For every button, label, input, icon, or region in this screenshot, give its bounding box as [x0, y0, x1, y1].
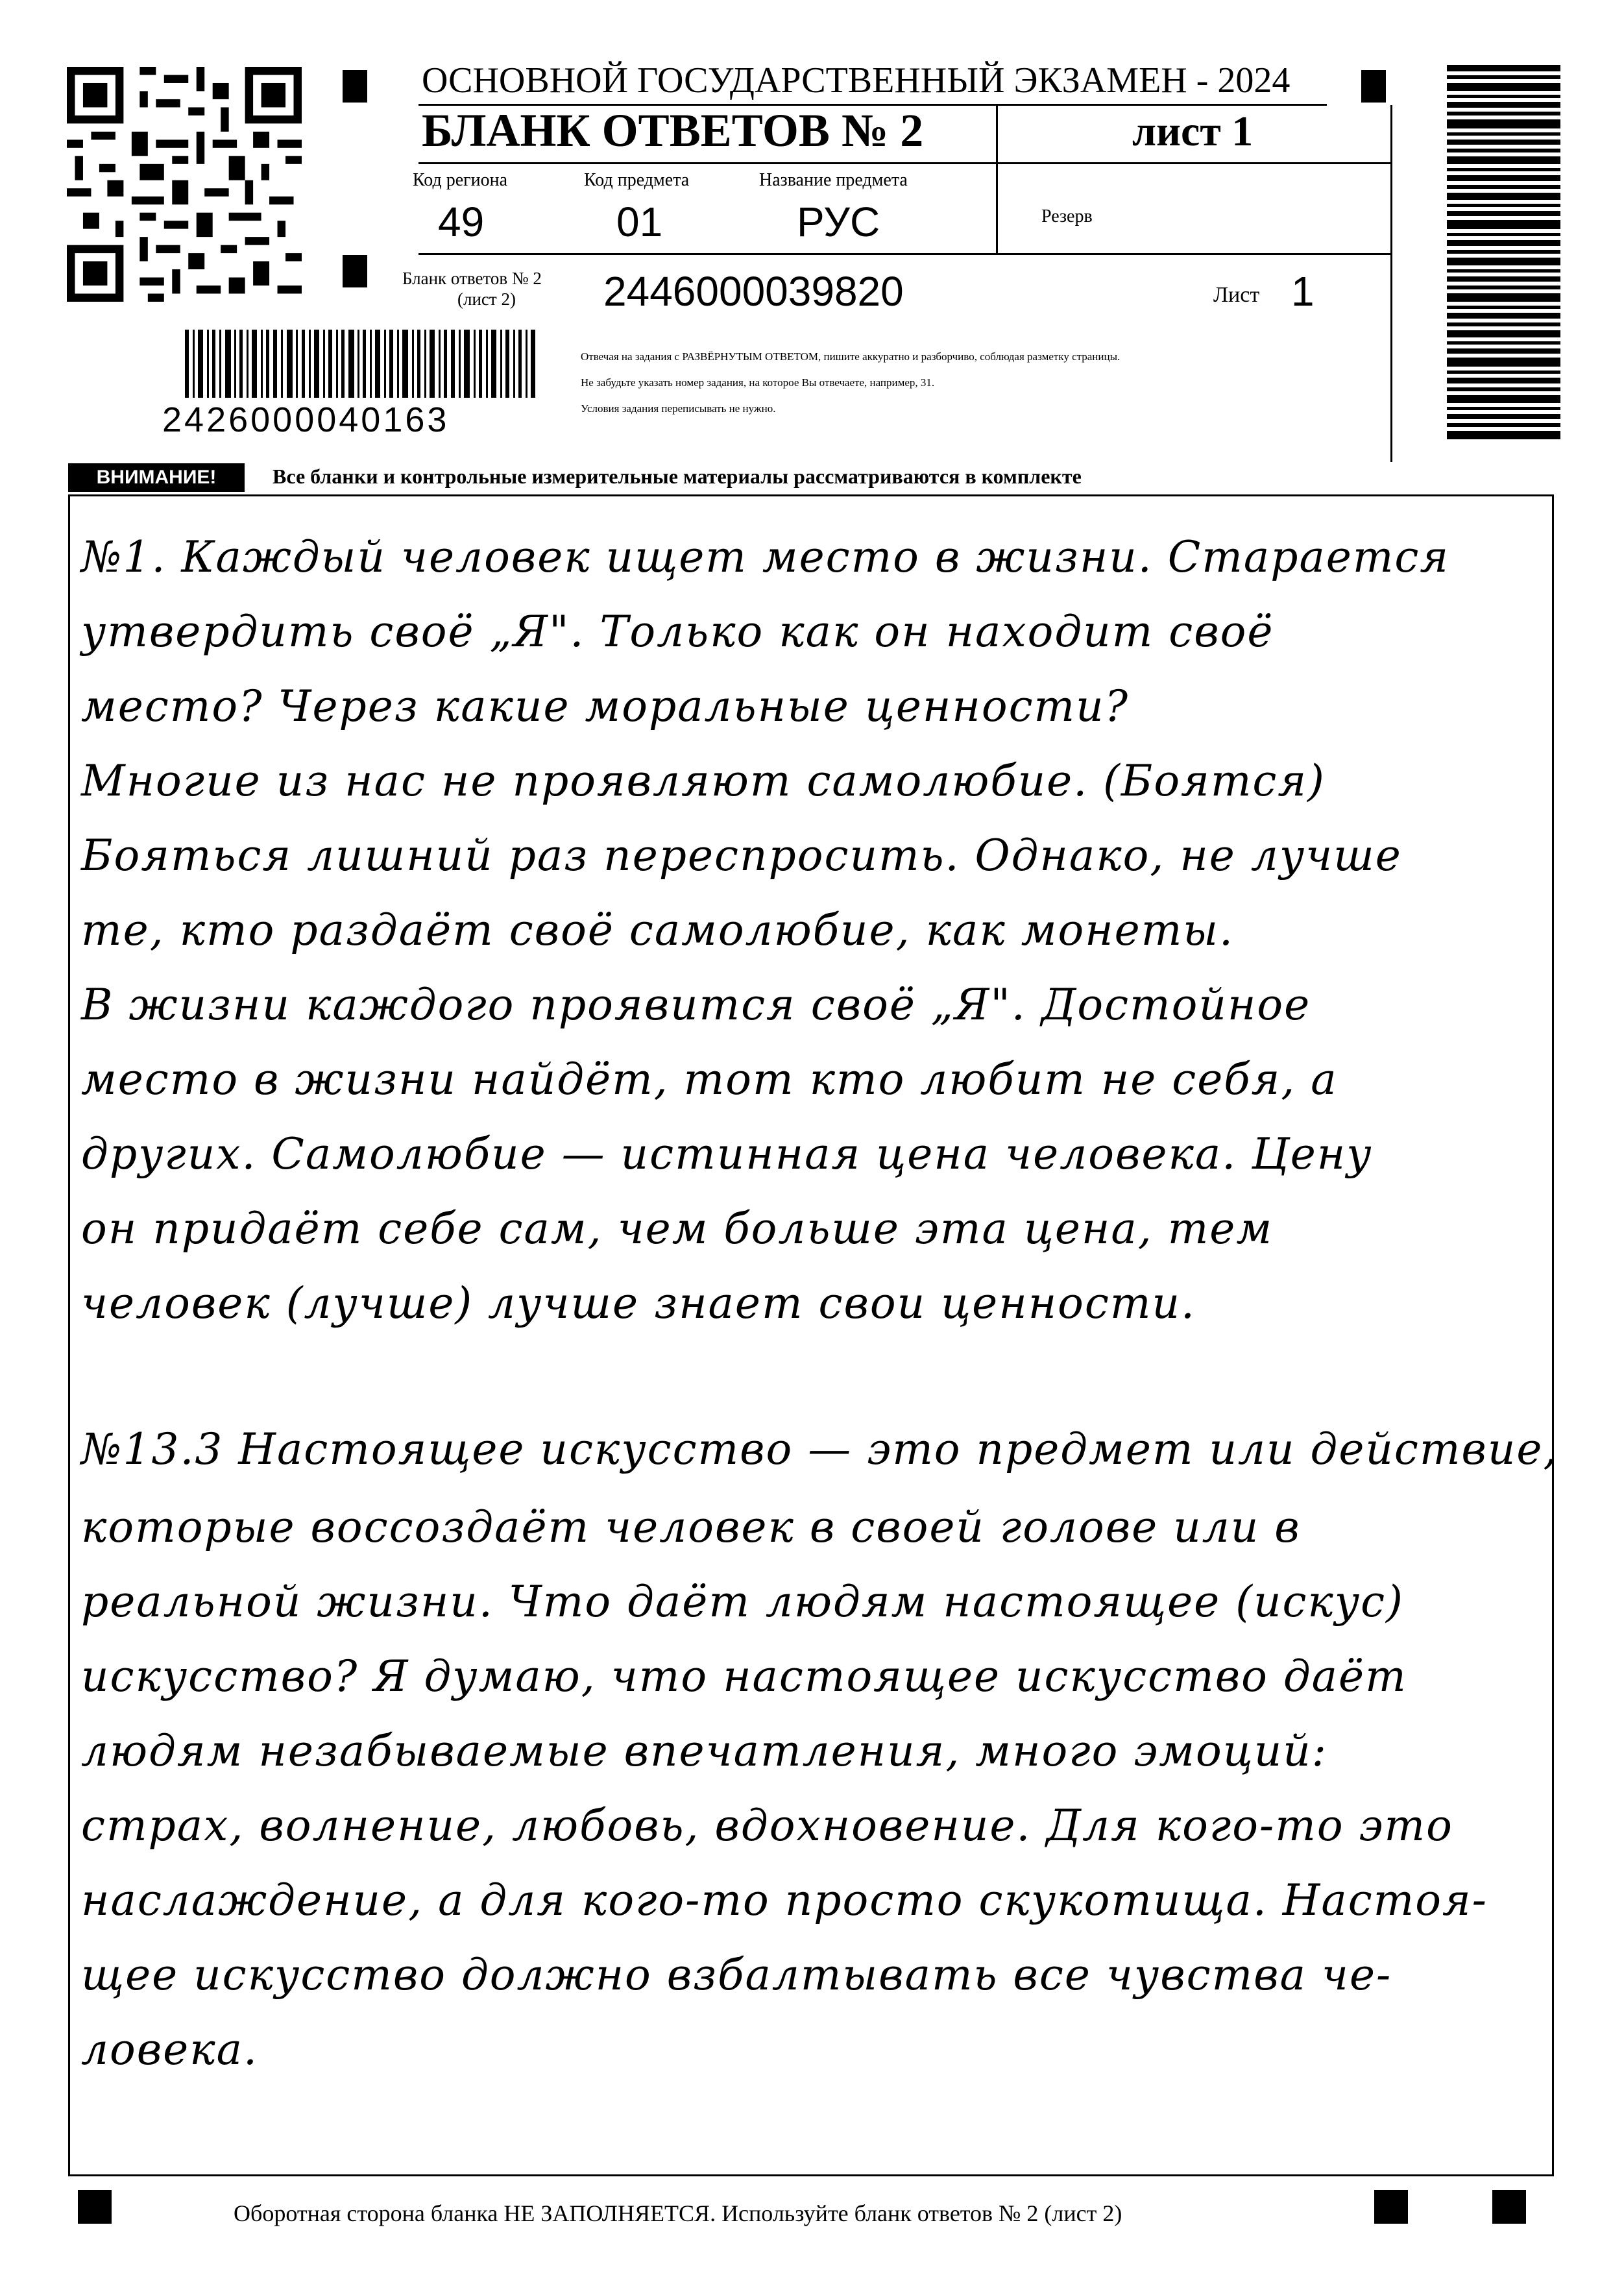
registration-marker-bottom-mid [1374, 2190, 1408, 2224]
subject-name-label: Название предмета [759, 170, 908, 190]
header-right-border [1390, 105, 1392, 462]
exam-title: ОСНОВНОЙ ГОСУДАРСТВЕННЫЙ ЭКЗАМЕН - 2024 [422, 60, 1291, 101]
registration-marker-bottom-left [78, 2190, 112, 2224]
form-ref-line2: (лист 2) [457, 289, 516, 309]
form-title: БЛАНК ОТВЕТОВ № 2 [422, 104, 924, 156]
form-number: 2446000039820 [603, 268, 904, 315]
answer-line-19: наслаждение, а для кого-то просто скукотища. Настоя- [81, 1875, 1488, 1925]
answer-line-4: Многие из нас не проявляют самолюбие. (Боятся) [81, 756, 1326, 806]
sheet-title: лист 1 [1132, 108, 1254, 155]
answer-line-10: он придаёт себе сам, чем больше эта цена, тем [81, 1204, 1274, 1254]
barcode-number: 2426000040163 [162, 400, 450, 439]
subject-code-label: Код предмета [584, 170, 690, 190]
attention-badge: ВНИМАНИЕ! [68, 463, 245, 492]
header-line-2 [418, 253, 1392, 255]
form-barcode [185, 330, 535, 398]
answer-line-13: №13.3 Настоящее искусство — это предмет или действие, [81, 1424, 1558, 1474]
answer-line-1: №1. Каждый человек ищет место в жизни. Старается [81, 532, 1450, 582]
answer-line-2: утвердить своё „Я". Только как он находит своё [81, 607, 1274, 657]
registration-marker-top-right [1361, 70, 1386, 103]
qr-code [67, 67, 302, 302]
registration-marker-bottom-right [1492, 2190, 1526, 2224]
header-divider [996, 105, 998, 254]
instruction-line-3: Условия задания переписывать не нужно. [581, 402, 776, 415]
answer-line-20: щее искусство должно взбалтывать все чувства че- [81, 1950, 1392, 2000]
stacked-barcode [1447, 65, 1560, 441]
answer-line-17: людям незабываемые впечатления, много эмоций: [81, 1726, 1328, 1776]
answer-line-16: искусство? Я думаю, что настоящее искусство даёт [81, 1651, 1407, 1701]
answer-line-8: место в жизни найдёт, тот кто любит не себя, а [81, 1054, 1338, 1104]
sheet-value: 1 [1291, 268, 1315, 315]
answer-line-5: Бояться лишний раз переспросить. Однако, не лучше [81, 831, 1402, 881]
answer-line-21: ловека. [81, 2025, 258, 2074]
answer-line-11: человек (лучше) лучше знает свои ценности. [81, 1278, 1196, 1328]
instruction-line-1: Отвечая на задания с РАЗВЁРНУТЫМ ОТВЕТОМ, пишите аккуратно и разборчиво, соблюдая разметку страницы. [581, 350, 1121, 363]
registration-marker-top-left [343, 70, 367, 103]
form-ref-line1: Бланк ответов № 2 [402, 269, 542, 288]
reserve-label: Резерв [1041, 206, 1093, 226]
sheet-label: Лист [1213, 283, 1260, 307]
footer-note: Оборотная сторона бланка НЕ ЗАПОЛНЯЕТСЯ. Используйте бланк ответов № 2 (лист 2) [234, 2200, 1122, 2226]
instruction-line-2: Не забудьте указать номер задания, на которое Вы отвечаете, например, 31. [581, 376, 935, 389]
answer-line-6: те, кто раздаёт своё самолюбие, как монеты. [81, 905, 1235, 955]
subject-name-value: РУС [797, 199, 880, 245]
attention-text: Все бланки и контрольные измерительные материалы рассматриваются в комплекте [273, 465, 1082, 488]
answer-line-9: других. Самолюбие — истинная цена человека. Цену [81, 1129, 1373, 1179]
answer-line-14: которые воссоздаёт человек в своей голове или в [81, 1502, 1301, 1552]
subject-code-value: 01 [616, 199, 663, 245]
region-value: 49 [438, 199, 485, 245]
answer-line-15: реальной жизни. Что даёт людям настоящее (искус) [81, 1577, 1404, 1627]
region-label: Код региона [413, 170, 508, 190]
answer-line-18: страх, волнение, любовь, вдохновение. Для кого-то это [81, 1801, 1453, 1851]
answer-line-3: место? Через какие моральные ценности? [81, 681, 1130, 731]
header-line-1 [418, 162, 1392, 164]
registration-marker-mid-left [343, 255, 367, 287]
answer-line-7: В жизни каждого проявится своё „Я". Достойное [81, 980, 1311, 1030]
